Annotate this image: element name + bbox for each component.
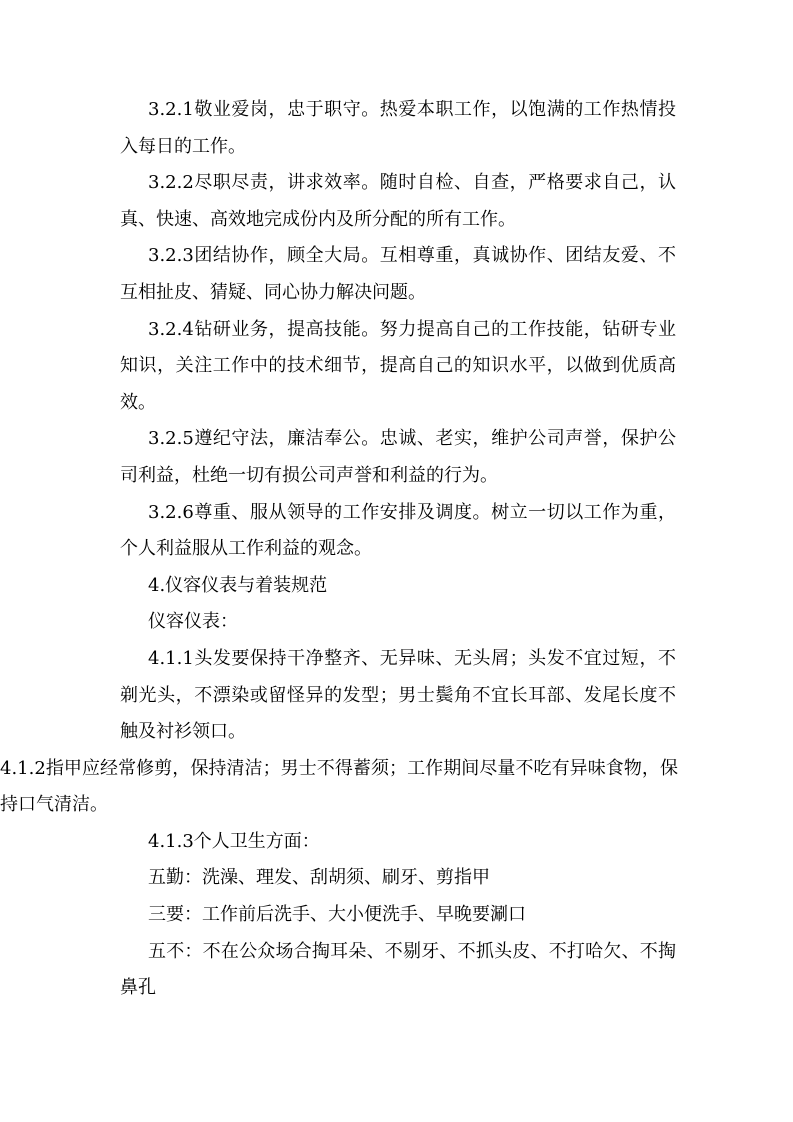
- document-body: [0, 92, 678, 1007]
- paragraph-3-2-4: 3.2.4钻研业务，提高技能。努力提高自己的工作技能，钻研专业知识，关注工作中的技术细节，提高自己的知识水平，以做到优质高效。: [120, 318, 676, 413]
- paragraph-3-2-3: 3.2.3团结协作，顾全大局。互相尊重，真诚协作、团结友爱、不互相扯皮、猜疑、同心协力解决问题。: [120, 245, 676, 303]
- paragraph-3-2-2: 3.2.2尽职尽责，讲求效率。随时自检、自查，严格要求自己，认真、快速、高效地完成份内及所分配的所有工作。: [120, 172, 676, 230]
- section-heading-4: 4.仪容仪表与着装规范: [148, 574, 328, 596]
- paragraph-4-1-2: 4.1.2指甲应经常修剪，保持清洁；男士不得蓄须；工作期间尽量不吃有异味食物，保持口气清洁。: [0, 757, 678, 816]
- list-item-three-musts: 三要：工作前后洗手、大小便洗手、早晚要涮口: [148, 904, 526, 926]
- list-item-five-donts: 五不：不在公众场合掏耳朵、不剔牙、不抓头皮、不打哈欠、不掏鼻孔: [120, 940, 676, 999]
- subheading-appearance: 仪容仪表：: [148, 611, 238, 633]
- list-item-five-diligences: 五勤：洗澡、理发、刮胡须、刷牙、剪指甲: [148, 867, 490, 889]
- paragraph-3-2-6: 3.2.6尊重、服从领导的工作安排及调度。树立一切以工作为重，个人利益服从工作利益的观念。: [120, 501, 676, 560]
- paragraph-4-1-3: 4.1.3个人卫生方面：: [148, 830, 320, 852]
- paragraph-4-1-1: 4.1.1头发要保持干净整齐、无异味、无头屑；头发不宜过短，不剃光头，不漂染或留怪异的发型；男士鬓角不宜长耳部、发尾长度不触及衬衫领口。: [120, 647, 676, 743]
- paragraph-3-2-1: 3.2.1敬业爱岗，忠于职守。热爱本职工作，以饱满的工作热情投入每日的工作。: [120, 99, 676, 157]
- paragraph-3-2-5: 3.2.5遵纪守法，廉洁奉公。忠诚、老实，维护公司声誉，保护公司利益，杜绝一切有损公司声誉和利益的行为。: [120, 428, 676, 486]
